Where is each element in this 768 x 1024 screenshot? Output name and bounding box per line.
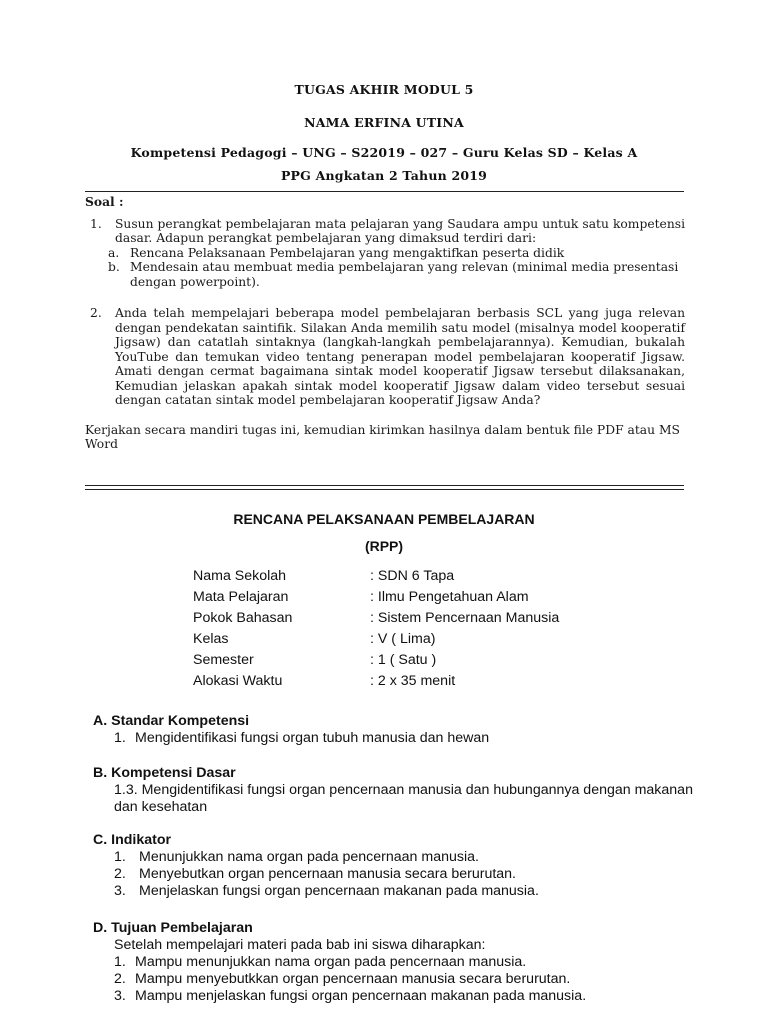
- soal-label: Soal :: [85, 194, 124, 209]
- section-kompetensi-dasar: [93, 765, 693, 816]
- info-key: Kelas: [193, 631, 229, 647]
- info-value: : SDN 6 Tapa: [370, 568, 455, 584]
- competency-line: Kompetensi Pedagogi – UNG – S22019 – 027 – Guru Kelas SD – Kelas A: [130, 145, 638, 160]
- question-text: Anda telah mempelajari beberapa model pembelajaran berbasis SCL yang juga relevan dengan pendekatan saintifik. Silakan Anda memilih satu model (misalnya model kooperatif Jigsaw) dan catatlah sintaknya (langkah-langkah pembelajarannya). Kemudian, bukalah YouTube dan temukan video tentang penerapan model pembelajaran kooperatif Jigsaw. Amati dengan cermat bagaimana sintak model kooperatif Jigsaw tersebut dilaksanakan, Kemudian jelaskan apakah sintak model kooperatif Jigsaw dalam video tersebut sesuai dengan catatan sintak model pembelajaran kooperatif Jigsaw Anda?: [115, 306, 685, 407]
- question-1-item-b: [85, 260, 685, 289]
- list-item: [93, 971, 693, 988]
- list-number: 2.: [114, 971, 126, 987]
- info-key: Alokasi Waktu: [193, 673, 283, 689]
- list-number: 2.: [114, 866, 126, 882]
- list-text: Menunjukkan nama organ pada pencernaan manusia.: [139, 849, 479, 865]
- list-item: [93, 730, 693, 747]
- list-number: 3.: [114, 883, 126, 899]
- list-number: 1.: [114, 849, 126, 865]
- list-text: Mampu menyebutkkan organ pencernaan manusia secara berurutan.: [135, 971, 571, 987]
- item-text: Rencana Pelaksanaan Pembelajaran yang mengaktifkan peserta didik: [130, 245, 565, 260]
- info-value: : V ( Lima): [370, 631, 436, 647]
- section-heading: D. Tujuan Pembelajaran: [93, 920, 253, 936]
- item-letter: a.: [108, 245, 120, 260]
- list-item: [93, 866, 693, 883]
- question-1: [85, 217, 685, 246]
- info-key: Pokok Bahasan: [193, 610, 293, 626]
- list-text: Mampu menunjukkan nama organ pada pencernaan manusia.: [135, 954, 527, 970]
- section-text: 1.3. Mengidentifikasi fungsi organ pencernaan manusia dan hubungannya dengan makanan dan kesehatan: [114, 782, 693, 815]
- info-value: : 1 ( Satu ): [370, 652, 437, 668]
- list-number: 1.: [114, 730, 126, 746]
- question-1-item-a: [85, 246, 685, 261]
- list-item: [93, 954, 693, 971]
- item-text: Mendesain atau membuat media pembelajaran yang relevan (minimal media presentasi dengan powerpoint).: [130, 260, 679, 289]
- section-standar-kompetensi: [93, 713, 693, 747]
- section-intro: Setelah mempelajari materi pada bab ini siswa diharapkan:: [114, 937, 486, 953]
- item-letter: b.: [108, 260, 120, 274]
- soal-block: [85, 195, 685, 452]
- info-value: : Sistem Pencernaan Manusia: [370, 610, 560, 626]
- info-value: : Ilmu Pengetahuan Alam: [370, 589, 529, 605]
- student-name: NAMA ERFINA UTINA: [304, 115, 464, 130]
- info-key: Mata Pelajaran: [193, 589, 289, 605]
- top-divider: [85, 191, 684, 192]
- rpp-subtitle: (RPP): [364, 538, 404, 554]
- list-item: [93, 988, 693, 1005]
- info-value: : 2 x 35 menit: [370, 673, 456, 689]
- question-number: 2.: [90, 306, 102, 320]
- list-item: [93, 883, 693, 900]
- instruction-text: Kerjakan secara mandiri tugas ini, kemudian kirimkan hasilnya dalam bentuk file PDF atau MS Word: [85, 422, 680, 451]
- list-text: Mampu menjelaskan fungsi organ pencernaan makanan pada manusia.: [135, 988, 587, 1004]
- rpp-title: RENCANA PELAKSANAAN PEMBELAJARAN: [233, 511, 535, 527]
- info-key: Semester: [193, 652, 254, 668]
- question-text: Susun perangkat pembelajaran mata pelajaran yang Saudara ampu untuk satu kompetensi dasar. Adapun perangkat pembelajaran yang dimaksud terdiri dari:: [115, 216, 685, 245]
- bottom-divider: [85, 485, 684, 490]
- list-text: Mengidentifikasi fungsi organ tubuh manusia dan hewan: [135, 730, 490, 746]
- list-number: 3.: [114, 988, 126, 1004]
- batch-line: PPG Angkatan 2 Tahun 2019: [280, 168, 488, 183]
- section-indikator: [93, 832, 693, 900]
- list-text: Menyebutkan organ pencernaan manusia secara berurutan.: [139, 866, 517, 882]
- list-text: Menjelaskan fungsi organ pencernaan makanan pada manusia.: [139, 883, 539, 899]
- section-heading: B. Kompetensi Dasar: [93, 765, 236, 781]
- question-2: [85, 306, 685, 408]
- question-number: 1.: [90, 216, 102, 231]
- section-tujuan-pembelajaran: [93, 920, 693, 1005]
- list-item: [93, 849, 693, 866]
- section-heading: A. Standar Kompetensi: [93, 713, 250, 729]
- section-heading: C. Indikator: [93, 832, 172, 848]
- list-number: 1.: [114, 954, 126, 970]
- info-key: Nama Sekolah: [193, 568, 287, 584]
- assignment-title: TUGAS AKHIR MODUL 5: [294, 82, 474, 97]
